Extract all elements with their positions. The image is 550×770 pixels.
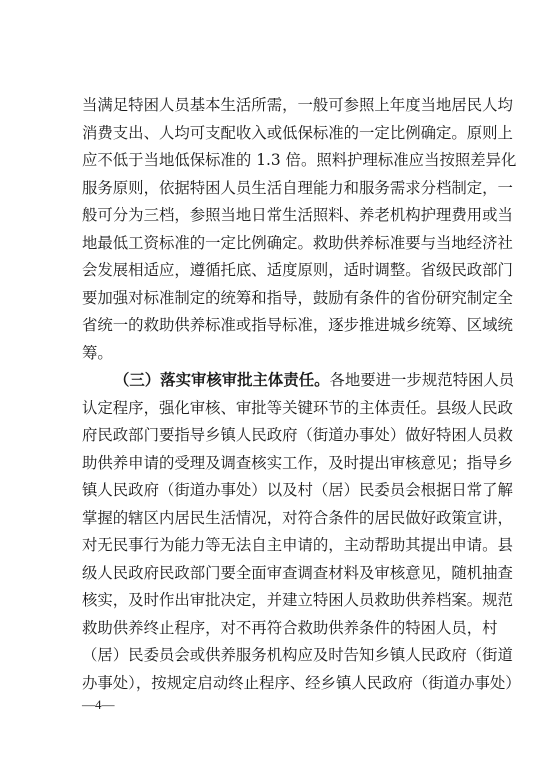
text-line: 服务原则，依据特困人员生活自理能力和服务需求分档制定，一	[82, 178, 513, 197]
text-line: 要加强对标准制定的统筹和指导，鼓励有条件的省份研究制定全	[82, 288, 513, 307]
text-line: 救助供养终止程序，对不再符合救助供养条件的特困人员，村	[82, 618, 498, 637]
text-line: 掌握的辖区内居民生活情况，对符合条件的居民做好政策宣讲，	[82, 508, 513, 527]
text-line: 省统一的救助供养标准或指导标准，逐步推进城乡统筹、区域统	[82, 316, 513, 334]
text-line: 府民政部门要指导乡镇人民政府（街道办事处）做好特困人员救	[82, 426, 513, 444]
section-3-heading: （三）落实审核审批主体责任。	[114, 371, 330, 389]
text-line: 地最低工资标准的一定比例确定。救助供养标准要与当地经济社	[82, 233, 513, 252]
text-line: （居）民委员会或供养服务机构应及时告知乡镇人民政府（街道	[82, 646, 513, 664]
text-line: 消费支出、人均可支配收入或低保标准的一定比例确定。原则上	[82, 123, 513, 142]
section-3-first-line-text: 各地要进一步规范特困人员	[329, 371, 515, 389]
text-line: 应不低于当地低保标准的 1.3 倍。照料护理标准应当按照差异化	[82, 151, 517, 169]
text-line: 当满足特困人员基本生活所需，一般可参照上年度当地居民人均	[82, 96, 513, 114]
text-line: 般可分为三档，参照当地日常生活照料、养老机构护理费用或当	[82, 206, 513, 224]
text-line: 镇人民政府（街道办事处）以及村（居）民委员会根据日常了解	[82, 481, 513, 499]
text-line: 级人民政府民政部门要全面审查调查材料及审核意见，随机抽查	[82, 563, 513, 582]
section-3-first-line	[82, 367, 515, 395]
body-text	[82, 92, 521, 697]
text-line: 办事处），按规定启动终止程序、经乡镇人民政府（街道办事处）	[82, 673, 521, 692]
text-line: 会发展相适应，遵循托底、适度原则，适时调整。省级民政部门	[82, 261, 513, 279]
text-line: 筹。	[82, 343, 113, 362]
text-line: 对无民事行为能力等无法自主申请的，主动帮助其提出申请。县	[82, 536, 513, 554]
text-line: 助供养申请的受理及调查核实工作，及时提出审核意见；指导乡	[82, 453, 513, 472]
text-line: 认定程序，强化审核、审批等关键环节的主体责任。县级人民政	[82, 398, 513, 417]
page-number: —4—	[82, 697, 115, 712]
text-line: 核实，及时作出审批决定，并建立特困人员救助供养档案。规范	[82, 591, 513, 609]
